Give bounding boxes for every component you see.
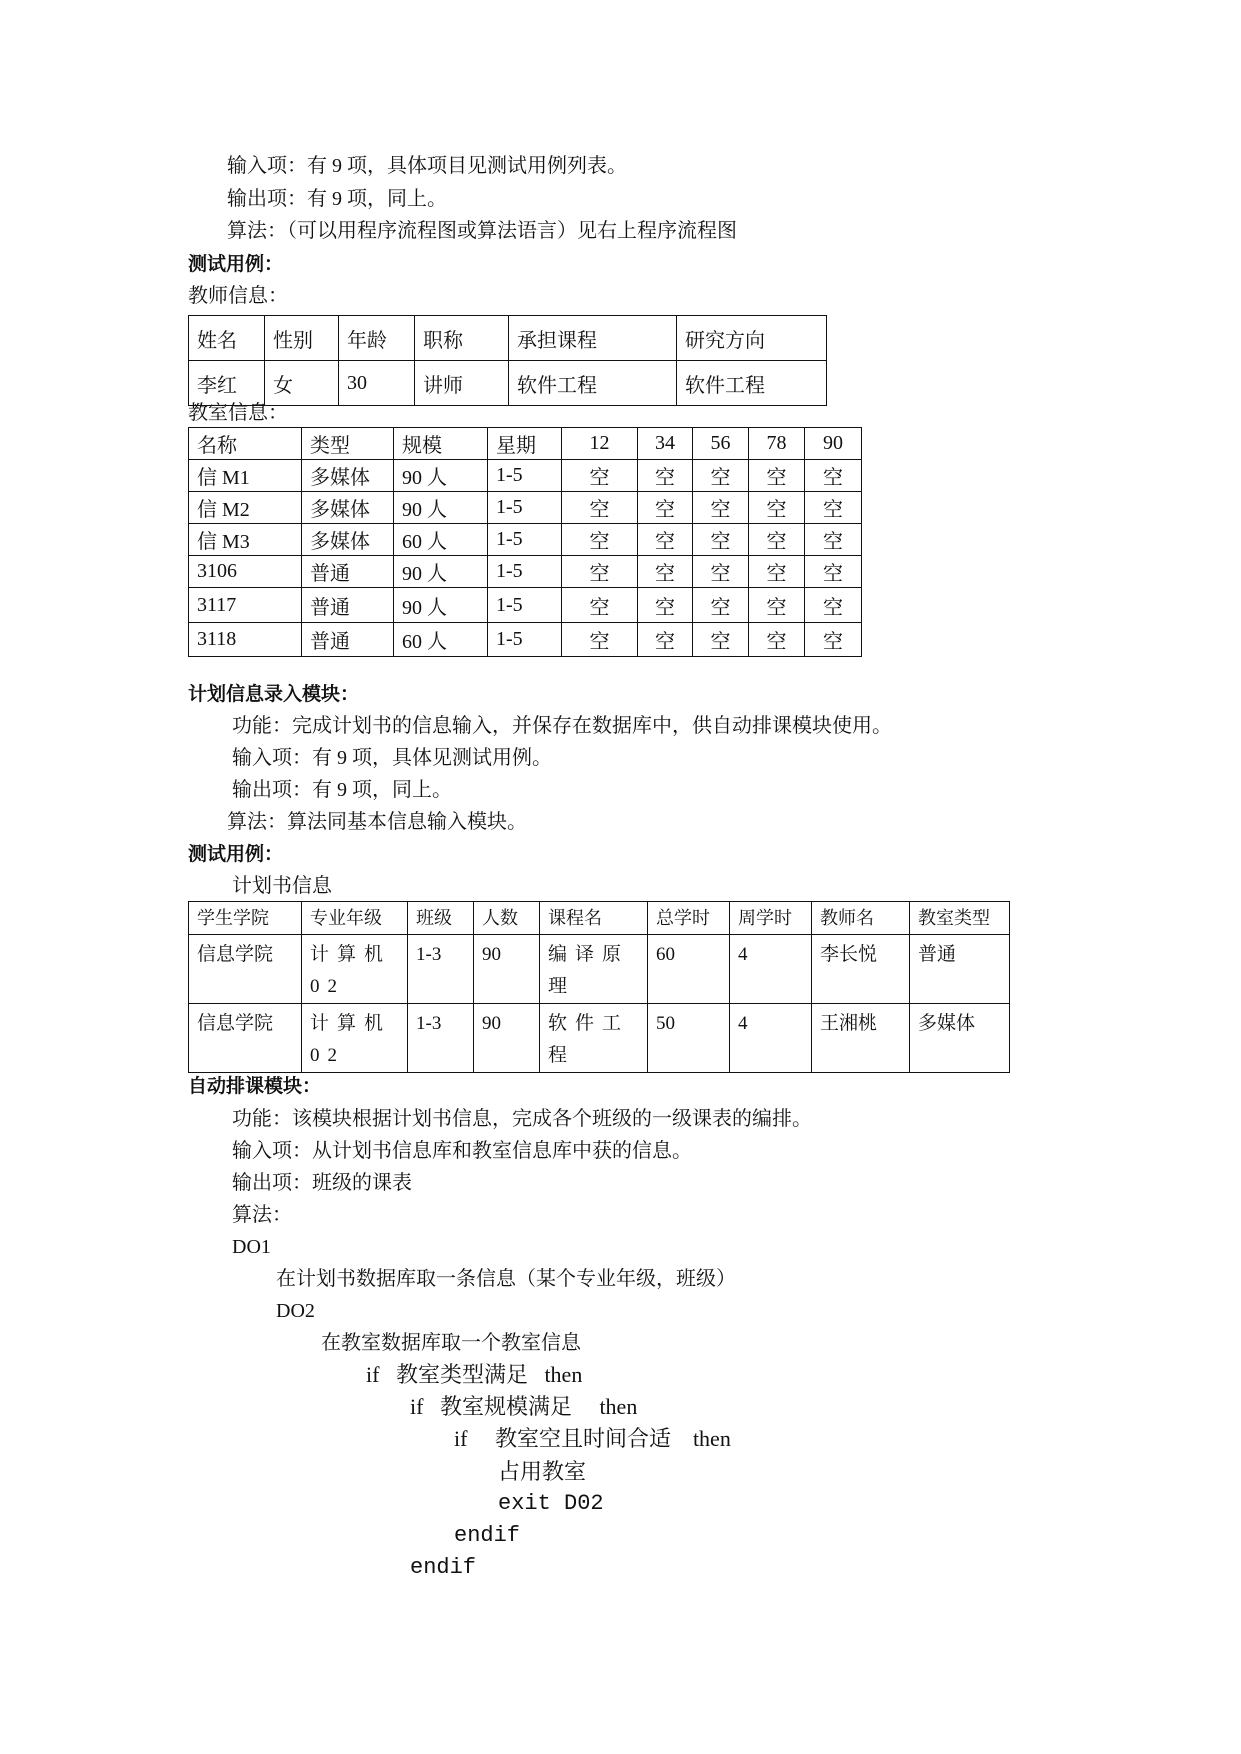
table-cell: 60 <box>648 935 730 1004</box>
table-cell: 空 <box>805 524 862 556</box>
pseudocode-line: endif <box>454 1523 521 1548</box>
table-cell: 李红 <box>189 361 265 406</box>
table-cell: 50 <box>648 1004 730 1073</box>
classroom-table <box>188 427 862 657</box>
table-cell: 空 <box>749 524 805 556</box>
auto-module-outputs: 输出项：班级的课表 <box>232 1172 412 1194</box>
plan-module-outputs: 输出项：有 9 项，同上。 <box>232 779 452 801</box>
table-cell: 多媒体 <box>302 524 394 556</box>
table-cell: 软件工程 <box>677 361 827 406</box>
table-cell: 3106 <box>189 556 302 588</box>
table-cell: 空 <box>805 623 862 657</box>
table-cell: 多媒体 <box>910 1004 1010 1073</box>
table-cell: 讲师 <box>415 361 509 406</box>
table-cell: 1-5 <box>488 524 562 556</box>
table-row <box>189 492 862 524</box>
pseudocode-line: DO1 <box>232 1236 271 1258</box>
plan-module-heading: 计划信息录入模块： <box>188 683 360 705</box>
table-row <box>189 588 862 623</box>
header-cell: 研究方向 <box>677 316 827 361</box>
header-cell: 类型 <box>302 428 394 460</box>
pseudocode-line: 在教室数据库取一个教室信息 <box>321 1332 581 1354</box>
header-cell: 90 <box>805 428 862 460</box>
table-cell: 1-3 <box>408 935 474 1004</box>
room-info-label: 教室信息： <box>188 402 288 424</box>
table-cell: 空 <box>638 623 693 657</box>
pseudocode-line: endif <box>410 1555 477 1580</box>
header-cell: 课程名 <box>540 902 648 935</box>
table-row <box>189 935 1010 1004</box>
header-cell: 周学时 <box>730 902 812 935</box>
intro-inputs: 输入项：有 9 项，具体项目见测试用例列表。 <box>227 155 627 177</box>
table-row <box>189 460 862 492</box>
table-cell: 60 人 <box>394 524 488 556</box>
auto-module-algorithm: 算法： <box>232 1204 292 1226</box>
table-cell: 空 <box>562 556 638 588</box>
table-cell: 信息学院 <box>189 935 302 1004</box>
table-row <box>189 361 827 406</box>
table-cell: 4 <box>730 935 812 1004</box>
table-cell: 空 <box>805 460 862 492</box>
table-row <box>189 1004 1010 1073</box>
table-cell: 空 <box>749 623 805 657</box>
table-cell: 60 人 <box>394 623 488 657</box>
table-cell: 1-5 <box>488 588 562 623</box>
table-cell: 空 <box>749 492 805 524</box>
pseudocode-line: if 教室规模满足 then <box>410 1394 638 1419</box>
test-case-heading: 测试用例： <box>188 843 284 865</box>
pseudocode-line: DO2 <box>276 1300 315 1322</box>
table-cell: 空 <box>638 524 693 556</box>
table-cell: 普通 <box>302 623 394 657</box>
table-cell: 普通 <box>910 935 1010 1004</box>
table-cell: 信 M3 <box>189 524 302 556</box>
plan-table <box>188 901 1010 1073</box>
table-cell: 空 <box>562 524 638 556</box>
header-cell: 总学时 <box>648 902 730 935</box>
table-cell: 1-5 <box>488 460 562 492</box>
table-cell: 信 M1 <box>189 460 302 492</box>
table-cell: 王湘桃 <box>812 1004 910 1073</box>
table-cell: 90 人 <box>394 492 488 524</box>
table-cell: 普通 <box>302 588 394 623</box>
table-row <box>189 524 862 556</box>
table-header-row <box>189 902 1010 935</box>
auto-module-inputs: 输入项：从计划书信息库和教室信息库中获的信息。 <box>232 1140 692 1162</box>
table-cell: 3118 <box>189 623 302 657</box>
table-cell: 空 <box>562 623 638 657</box>
table-cell: 1-5 <box>488 492 562 524</box>
table-cell: 空 <box>638 588 693 623</box>
table-cell: 多媒体 <box>302 492 394 524</box>
auto-module-function: 功能：该模块根据计划书信息，完成各个班级的一级课表的编排。 <box>232 1108 812 1130</box>
table-cell: 空 <box>693 492 749 524</box>
header-cell: 年龄 <box>339 316 415 361</box>
table-cell: 空 <box>638 460 693 492</box>
table-cell: 90 人 <box>394 588 488 623</box>
header-cell: 姓名 <box>189 316 265 361</box>
header-cell: 名称 <box>189 428 302 460</box>
intro-outputs: 输出项：有 9 项，同上。 <box>227 188 447 210</box>
pseudocode-line: exit D02 <box>498 1491 604 1516</box>
pseudocode-line: 在计划书数据库取一条信息（某个专业年级，班级） <box>276 1268 736 1290</box>
table-row <box>189 623 862 657</box>
header-cell: 规模 <box>394 428 488 460</box>
table-cell: 计算机02 <box>302 935 408 1004</box>
pseudocode-line: if 教室空且时间合适 then <box>454 1426 731 1451</box>
table-cell: 空 <box>749 460 805 492</box>
table-header-row <box>189 428 862 460</box>
header-cell: 12 <box>562 428 638 460</box>
table-cell: 女 <box>265 361 339 406</box>
header-cell: 34 <box>638 428 693 460</box>
plan-module-algorithm: 算法：算法同基本信息输入模块。 <box>227 811 527 833</box>
table-cell: 空 <box>805 556 862 588</box>
table-row <box>189 556 862 588</box>
intro-algorithm: 算法：（可以用程序流程图或算法语言）见右上程序流程图 <box>227 220 737 242</box>
header-cell: 班级 <box>408 902 474 935</box>
table-cell: 编译原理 <box>540 935 648 1004</box>
table-cell: 软件工程 <box>509 361 677 406</box>
table-cell: 李长悦 <box>812 935 910 1004</box>
table-cell: 90 <box>474 1004 540 1073</box>
pseudocode-line: if 教室类型满足 then <box>366 1362 583 1387</box>
header-cell: 人数 <box>474 902 540 935</box>
table-cell: 信息学院 <box>189 1004 302 1073</box>
table-cell: 空 <box>638 492 693 524</box>
teacher-info-label: 教师信息： <box>188 285 288 307</box>
header-cell: 星期 <box>488 428 562 460</box>
header-cell: 教师名 <box>812 902 910 935</box>
table-cell: 3117 <box>189 588 302 623</box>
table-cell: 空 <box>693 524 749 556</box>
table-cell: 4 <box>730 1004 812 1073</box>
header-cell: 承担课程 <box>509 316 677 361</box>
table-cell: 1-5 <box>488 556 562 588</box>
table-cell: 空 <box>805 492 862 524</box>
header-cell: 性别 <box>265 316 339 361</box>
table-cell: 30 <box>339 361 415 406</box>
plan-module-inputs: 输入项：有 9 项，具体见测试用例。 <box>232 747 552 769</box>
auto-module-heading: 自动排课模块： <box>188 1075 322 1097</box>
table-cell: 空 <box>562 460 638 492</box>
table-cell: 软件工程 <box>540 1004 648 1073</box>
table-cell: 空 <box>693 460 749 492</box>
teacher-table <box>188 315 827 406</box>
table-cell: 空 <box>638 556 693 588</box>
table-cell: 计算机02 <box>302 1004 408 1073</box>
test-case-heading: 测试用例： <box>188 253 284 275</box>
table-cell: 信 M2 <box>189 492 302 524</box>
table-cell: 多媒体 <box>302 460 394 492</box>
table-cell: 空 <box>693 623 749 657</box>
header-cell: 56 <box>693 428 749 460</box>
table-cell: 空 <box>562 588 638 623</box>
header-cell: 专业年级 <box>302 902 408 935</box>
pseudocode-line: 占用教室 <box>498 1459 587 1484</box>
table-cell: 空 <box>749 556 805 588</box>
table-cell: 90 <box>474 935 540 1004</box>
header-cell: 职称 <box>415 316 509 361</box>
table-cell: 空 <box>693 556 749 588</box>
table-cell: 普通 <box>302 556 394 588</box>
table-header-row <box>189 316 827 361</box>
header-cell: 学生学院 <box>189 902 302 935</box>
table-cell: 1-3 <box>408 1004 474 1073</box>
header-cell: 78 <box>749 428 805 460</box>
table-cell: 空 <box>693 588 749 623</box>
table-cell: 90 人 <box>394 460 488 492</box>
table-cell: 空 <box>749 588 805 623</box>
header-cell: 教室类型 <box>910 902 1010 935</box>
plan-info-label: 计划书信息 <box>232 875 332 897</box>
table-cell: 1-5 <box>488 623 562 657</box>
plan-module-function: 功能：完成计划书的信息输入，并保存在数据库中，供自动排课模块使用。 <box>232 715 892 737</box>
table-cell: 空 <box>562 492 638 524</box>
table-cell: 90 人 <box>394 556 488 588</box>
table-cell: 空 <box>805 588 862 623</box>
